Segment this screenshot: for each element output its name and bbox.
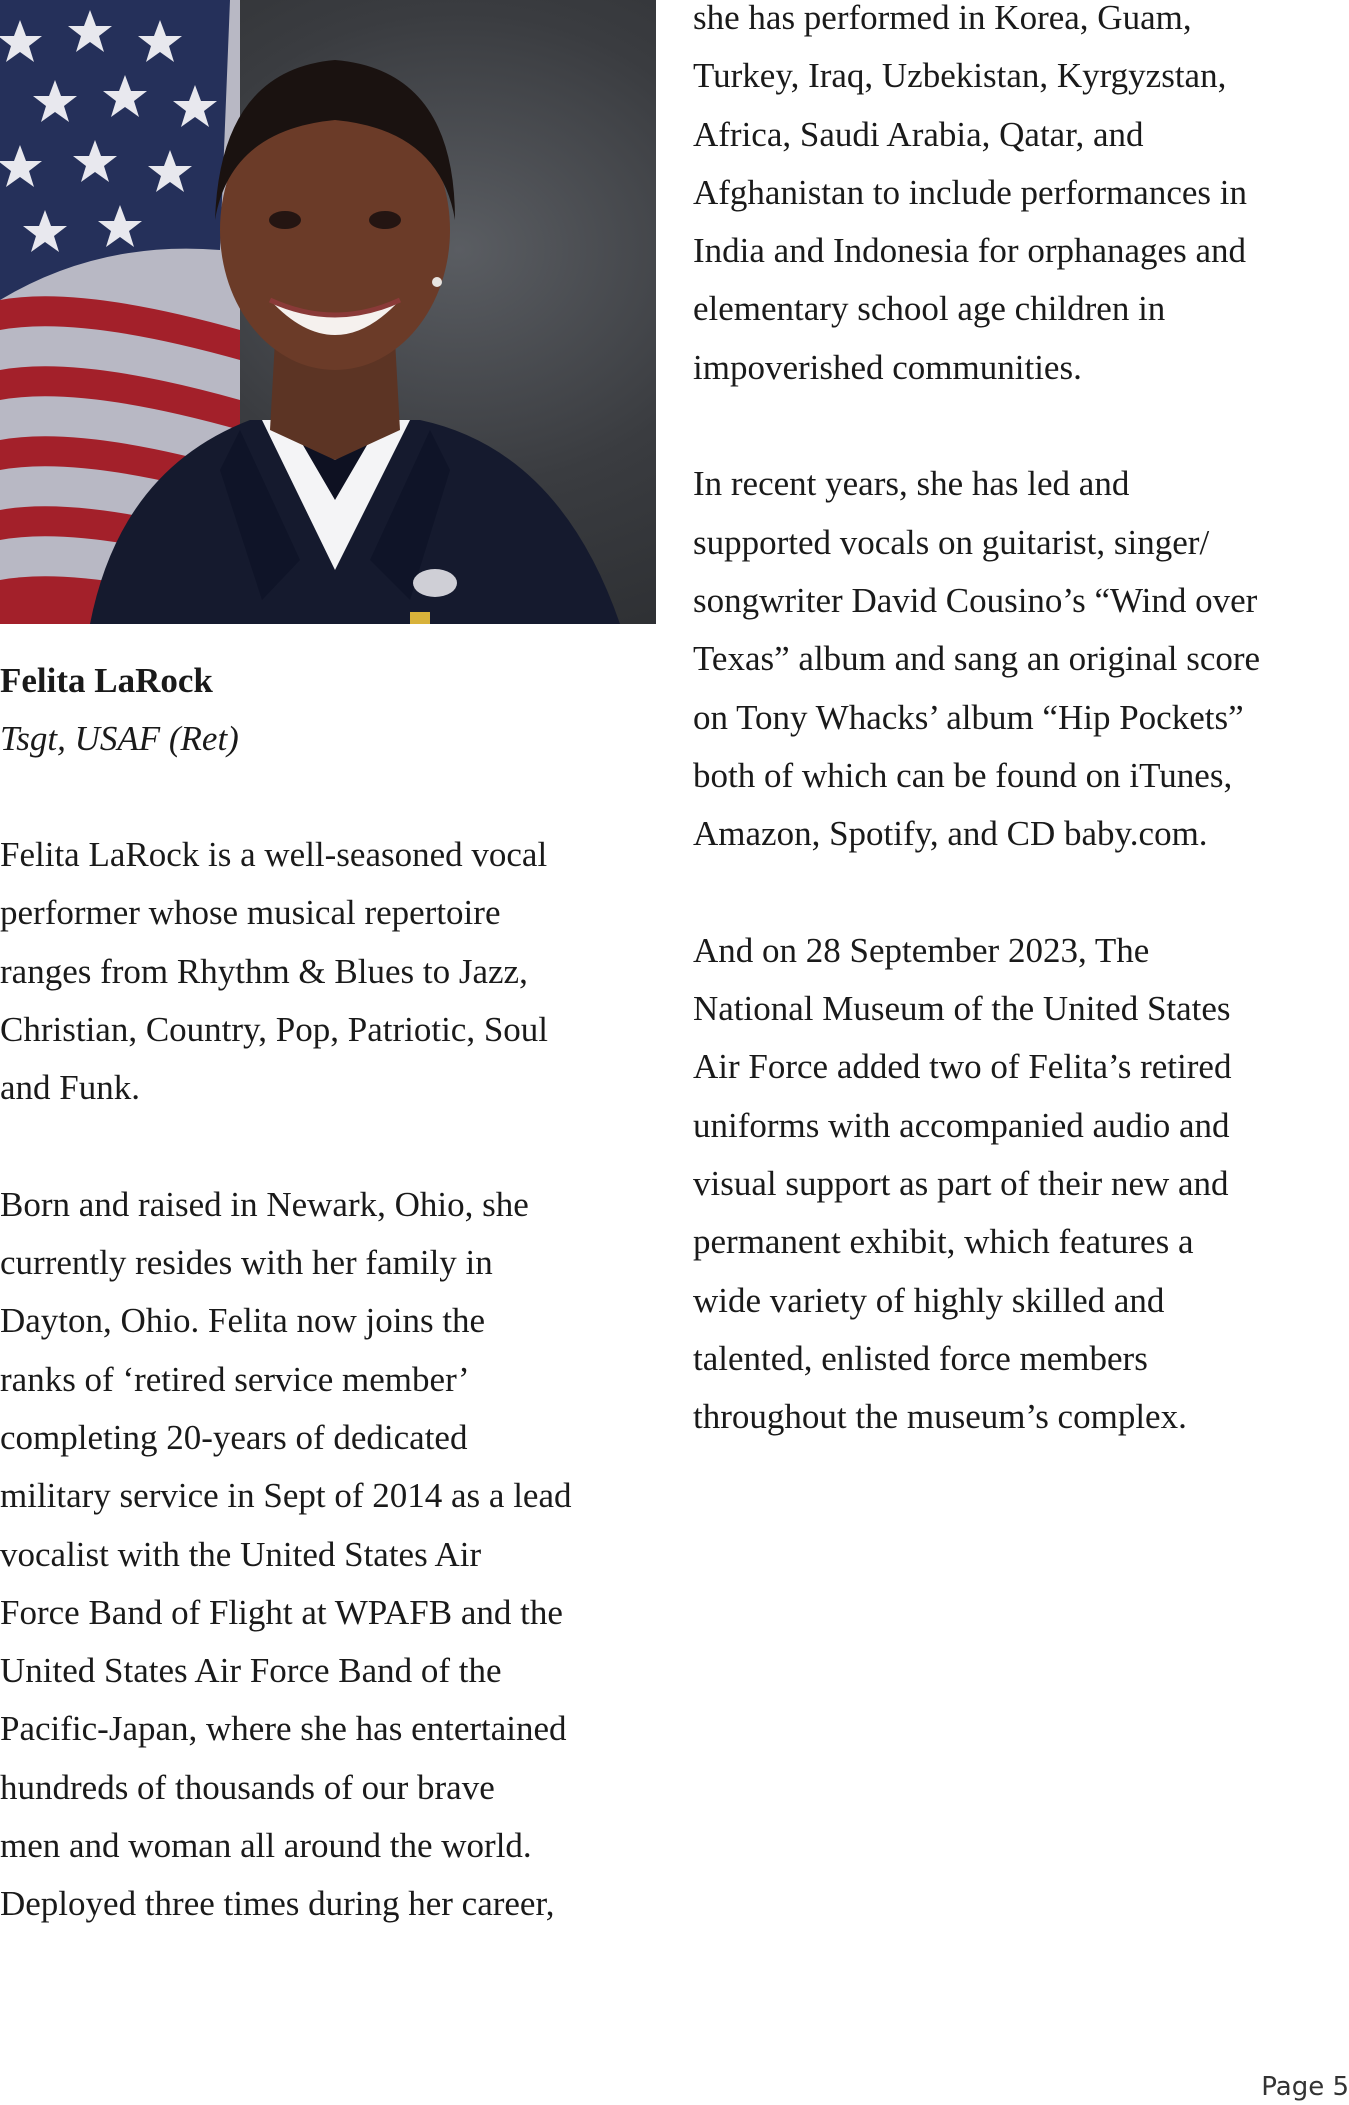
person-name: Felita LaRock [0,661,213,700]
bio-paragraph-5: And on 28 September 2023, The National Museum of the United States Air Force added two of Felita’s retired uniforms with accompanied audio and visual support as part of their new and permanent exhibit, which features a wide variety of highly skilled and talented, enlisted force members throughout the museum’s complex. [693,930,1232,1437]
bio-paragraph-4: In recent years, she has led and supported vocals on guitarist, singer/ songwriter David Cousino’s “Wind over Texas” album and sang an original score on Tony Whacks’ album “Hip Pockets” both of which can be found on iTunes, Amazon, Spotify, and CD baby.com. [693,464,1261,854]
right-column [693,0,1349,1505]
left-column [0,652,660,1992]
bio-paragraph-2: Born and raised in Newark, Ohio, she currently resides with her family in Dayton, Ohio. Felita now joins the ranks of ‘retired service member’ completing 20-years of dedicated military service in Sept of 2014 as a lead vocalist with the United States Air Force Band of Flight at WPAFB and the United States Air Force Band of the Pacific-Japan, where she has entertained hundreds of thousands of our brave men and woman all around the world. Deployed three times during her career, [0,1184,572,1924]
bio-paragraph-3: she has performed in Korea, Guam, Turkey, Iraq, Uzbekistan, Kyrgyzstan, Africa, Saudi Arabia, Qatar, and Afghanistan to include performances in India and Indonesia for orphanages and elementary school age children in impoverished communities. [693,0,1247,387]
portrait-photo [0,0,656,624]
portrait-illustration [0,0,656,624]
page-number: Page 5 [1261,2072,1349,2102]
person-rank: Tsgt, USAF (Ret) [0,719,239,758]
bio-paragraph-1: Felita LaRock is a well-seasoned vocal performer whose musical repertoire ranges from Rhythm & Blues to Jazz, Christian, Country, Pop, Patriotic, Soul and Funk. [0,835,549,1108]
face [215,60,455,460]
